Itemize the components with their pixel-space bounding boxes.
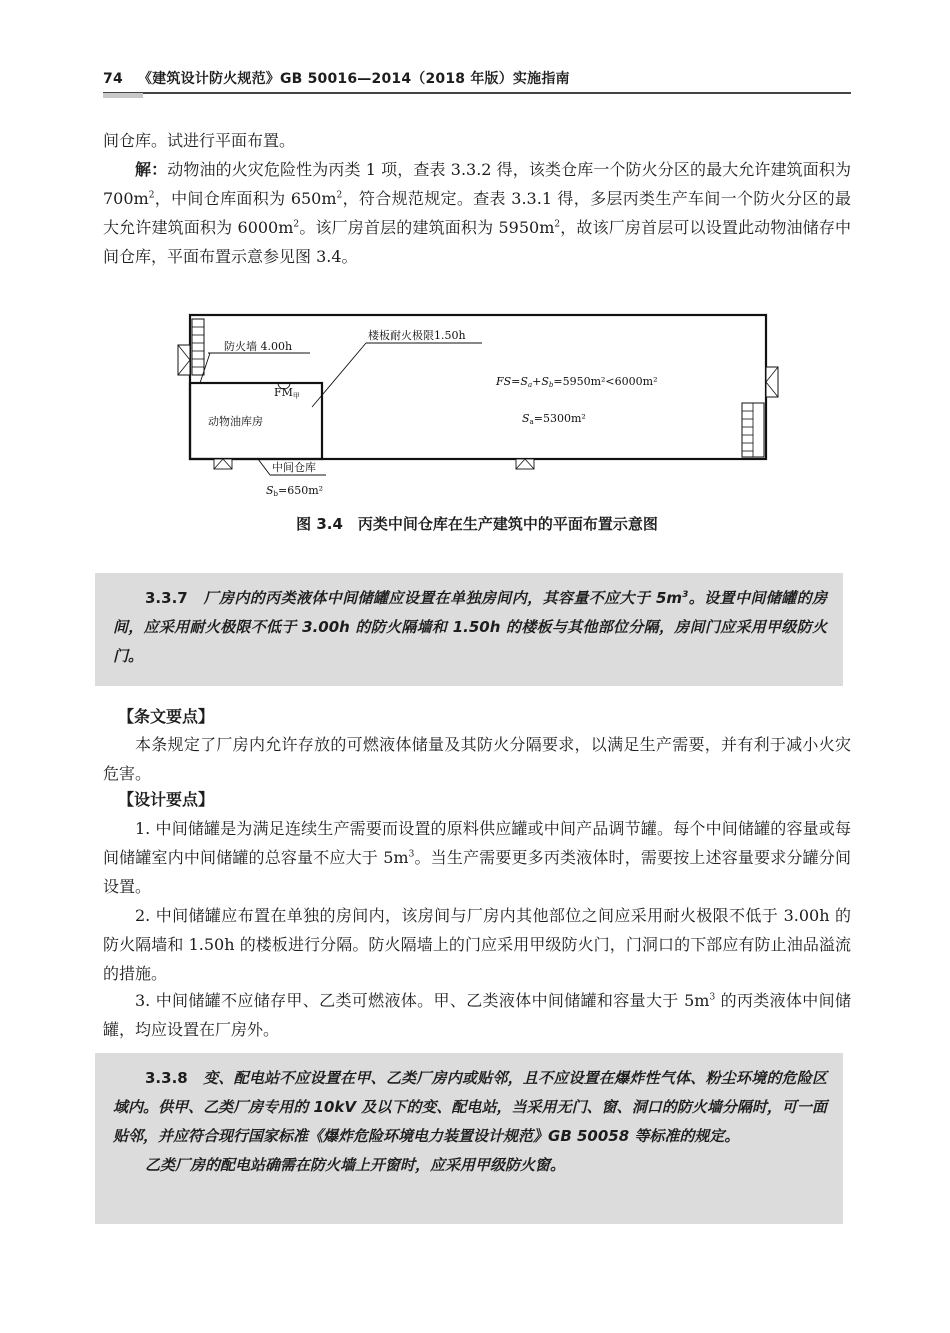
door-right bbox=[766, 367, 778, 397]
label-firewall: 防火墙 4.00h bbox=[224, 340, 293, 353]
solution-label: 解： bbox=[135, 160, 168, 179]
clause-3-3-8-text-2: 乙类厂房的配电站确需在防火墙上开窗时，应采用甲级防火窗。 bbox=[145, 1156, 566, 1174]
running-header bbox=[103, 68, 851, 88]
label-storage: 动物油库房 bbox=[208, 415, 263, 428]
clause-3-3-8-text: 3.3.8 变、配电站不应设置在甲、乙类厂房内或贴邻，且不应设置在爆炸性气体、粉尘环境的危险区域内。供甲、乙类厂房专用的 10kV 及以下的变、配电站，当采用无门、窗、洞口的防火墙分隔时，可一面贴邻，并应符合现行国家标准《爆炸危险环境电力装置设计规范》GB 50058 等标准的规定。 bbox=[113, 1069, 827, 1145]
section-points-text: 本条规定了厂房内允许存放的可燃液体储量及其防火分隔要求，以满足生产需要，并有利于减小火灾危害。 bbox=[103, 735, 851, 783]
solution-paragraph: 解：动物油的火灾危险性为丙类 1 项，查表 3.3.2 得，该类仓库一个防火分区的最大允许建筑面积为 $700m^2$，中间仓库面积为 $650m^2$，符合规范规定。查表 3.3.1 得，多层丙类生产车间一个防火分区的最大允许建筑面积为 $6000m^2$。该厂房首层的建筑面积为 $5950m^2$，故该厂房首层可以设置此动物油储存中间仓库，平面布置示意参见图 3.4。 bbox=[103, 160, 851, 266]
clause-3-3-8-box bbox=[95, 1053, 843, 1224]
floor-plan-figure bbox=[170, 305, 790, 505]
section-heading-points: 【条文要点】 bbox=[118, 707, 215, 726]
door-bottom-2 bbox=[516, 459, 534, 469]
label-floor: 楼板耐火极限1.50h bbox=[368, 329, 466, 342]
section-heading-design: 【设计要点】 bbox=[118, 790, 215, 809]
label-middle: 中间仓库 bbox=[272, 461, 316, 474]
header-title: 《建筑设计防火规范》GB 50016—2014（2018 年版）实施指南 bbox=[137, 71, 570, 87]
label-formula: FS=Sa+Sb=5950m²<6000m² bbox=[496, 375, 658, 389]
clause-3-3-7-text: 3.3.7 厂房内的丙类液体中间储罐应设置在单独房间内，其容量不应大于 $5m^3$。设置中间储罐的房间，应采用耐火极限不低于 3.00h 的防火隔墙和 1.50h 的楼板与其他部位分隔，房间门应采用甲级防火门。 bbox=[113, 589, 827, 665]
label-fm: FM甲 bbox=[274, 386, 300, 400]
door-left bbox=[178, 345, 190, 375]
header-rule-mark bbox=[103, 93, 143, 98]
design-item-3: 3. 中间储罐不应储存甲、乙类可燃液体。甲、乙类液体中间储罐和容量大于 $5m^3$ 的丙类液体中间储罐，均应设置在厂房外。 bbox=[103, 991, 851, 1039]
figure-caption: 图 3.4 丙类中间仓库在生产建筑中的平面布置示意图 bbox=[296, 515, 658, 533]
label-sb: Sb=650m² bbox=[266, 484, 324, 498]
label-sa: Sa=5300m² bbox=[522, 412, 586, 426]
intro-line: 间仓库。试进行平面布置。 bbox=[103, 131, 296, 150]
door-bottom-1 bbox=[214, 459, 232, 469]
header-rule bbox=[103, 92, 851, 94]
page-number: 74 bbox=[103, 71, 123, 87]
design-item-2: 2. 中间储罐应布置在单独的房间内，该房间与厂房内其他部位之间应采用耐火极限不低于 3.00h 的防火隔墙和 1.50h 的楼板进行分隔。防火隔墙上的门应采用甲级防火门，门洞口的下部应有防止油品溢流的措施。 bbox=[103, 906, 851, 983]
clause-3-3-7-box bbox=[95, 573, 843, 686]
design-item-1: 1. 中间储罐是为满足连续生产需要而设置的原料供应罐或中间产品调节罐。每个中间储罐的容量或每间储罐室内中间储罐的总容量不应大于 $5m^3$。当生产需要更多丙类液体时，需要按上述容量要求分罐分间设置。 bbox=[103, 819, 851, 896]
